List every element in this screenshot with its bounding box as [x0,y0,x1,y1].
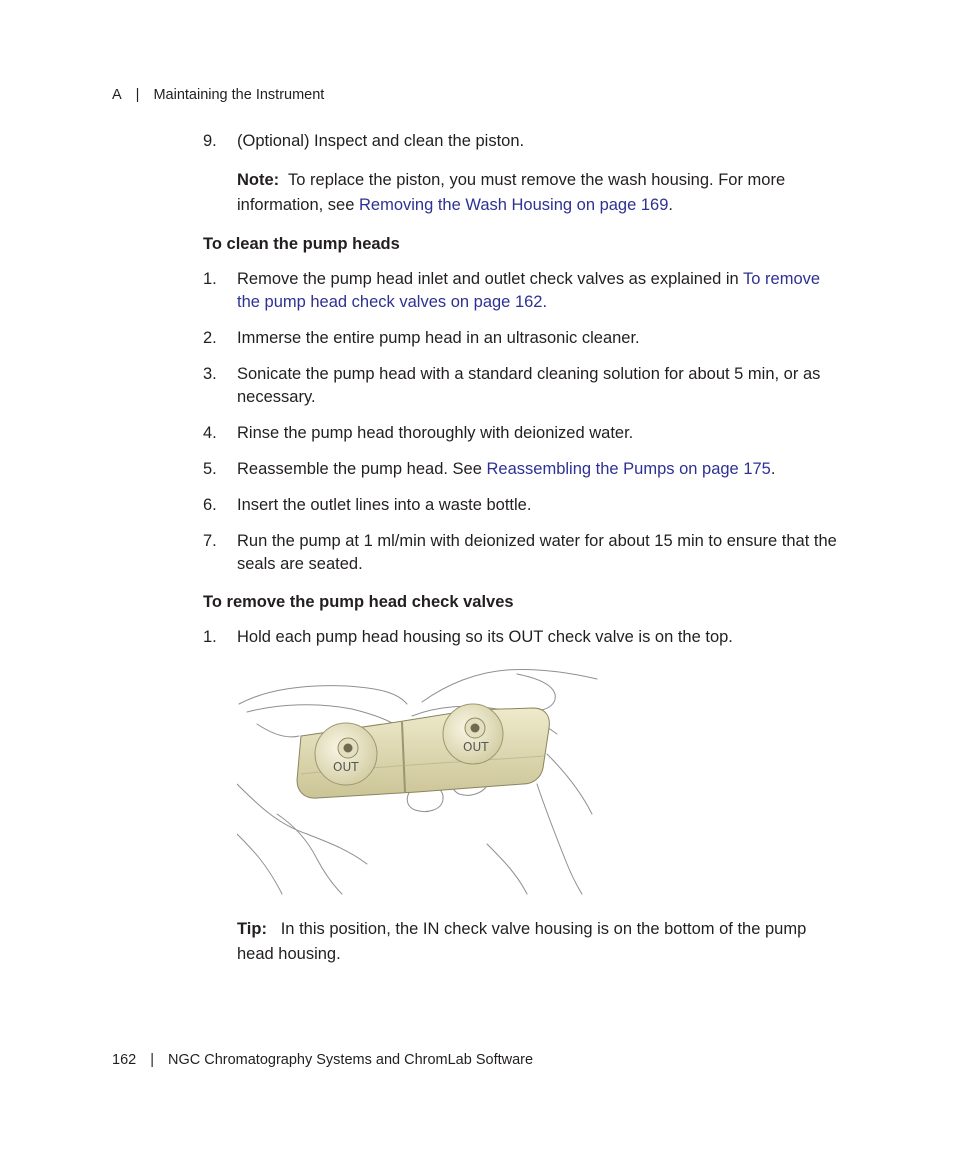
clean-step-5-number: 5. [203,460,217,478]
out-label-right: OUT [463,740,489,754]
clean-step-6-number: 6. [203,496,217,514]
clean-step-1-number: 1. [203,270,217,288]
pump-head-illustration [237,664,607,901]
clean-step-5-body: Reassemble the pump head. See [237,460,487,478]
clean-step-3-text: Sonicate the pump head with a standard cleaning solution for about 5 min, or as necessary. [237,365,821,406]
link-reassembling-pumps[interactable]: Reassembling the Pumps on page 175 [486,460,771,478]
header-title: Maintaining the Instrument [153,87,325,103]
heading-clean-pump-heads: To clean the pump heads [203,235,400,253]
remove-step-1-text: Hold each pump head housing so its OUT check valve is on the top. [237,628,733,646]
footer-separator: | [150,1052,154,1068]
clean-step-5-end: . [770,460,776,478]
heading-remove-check-valves: To remove the pump head check valves [203,593,514,611]
clean-step-4-text: Rinse the pump head thoroughly with deionized water. [237,424,634,442]
step-9-number: 9. [203,132,217,150]
link-removing-wash-housing[interactable]: Removing the Wash Housing on page 169 [358,195,669,214]
link-remove-check-valves[interactable]: To remove the pump head check valves on page 162 [237,270,821,311]
tip-label: Tip: [237,920,267,938]
clean-step-7-number: 7. [203,532,217,550]
remove-step-1-number: 1. [203,628,217,646]
clean-step-1-end: . [542,293,548,311]
running-header [112,87,324,103]
header-section: A [112,87,122,103]
hands-holding-pump-heads-figure [237,664,607,896]
clean-step-5-text [237,458,842,481]
note-label: Note: [237,171,280,189]
clean-step-2-number: 2. [203,329,217,347]
step-9-text: (Optional) Inspect and clean the piston. [237,132,525,150]
footer-title: NGC Chromatography Systems and ChromLab Software [167,1052,534,1068]
clean-step-1-body: Remove the pump head inlet and outlet check valves as explained in [237,270,744,288]
clean-step-7-text: Run the pump at 1 ml/min with deionized water for about 15 min to ensure that the seals are seated. [237,532,837,573]
note-end: . [668,195,673,214]
clean-step-4-number: 4. [203,424,217,442]
clean-step-6-text: Insert the outlet lines into a waste bottle. [237,496,532,514]
tip-text: In this position, the IN check valve housing is on the bottom of the pump head housing. [237,920,807,963]
page-number: 162 [112,1052,137,1068]
tip-block [237,917,807,966]
running-footer [112,1052,533,1068]
header-separator: | [135,87,140,103]
note-text: To replace the piston, you must remove the wash housing. For more information, see [237,171,786,214]
out-label-left: OUT [333,760,359,774]
note-block [237,168,827,217]
clean-step-1-text [237,268,842,314]
clean-step-3-number: 3. [203,365,217,383]
clean-step-2-text: Immerse the entire pump head in an ultrasonic cleaner. [237,329,640,347]
